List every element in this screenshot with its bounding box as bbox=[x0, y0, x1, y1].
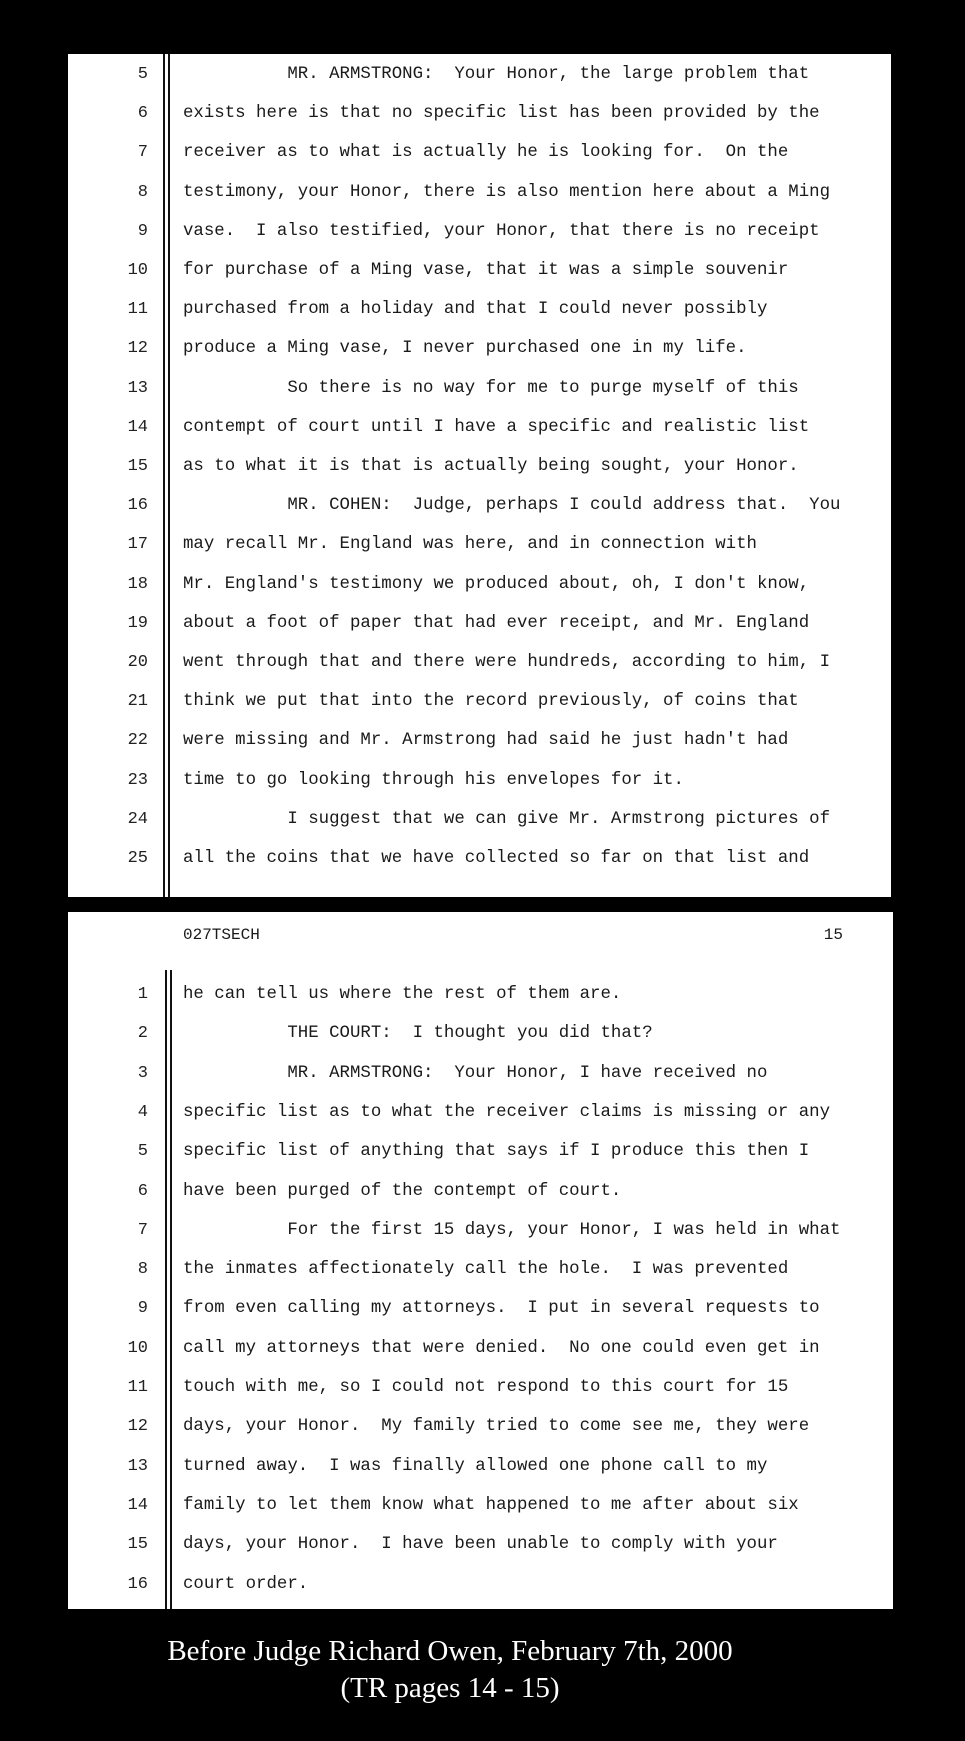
line-number: 2 bbox=[137, 1024, 148, 1044]
line-number: 22 bbox=[127, 731, 148, 751]
line-text: have been purged of the contempt of court. bbox=[183, 1181, 622, 1201]
line-text: purchased from a holiday and that I could never possibly bbox=[183, 300, 768, 320]
line-text: exists here is that no specific list has been provided by the bbox=[183, 104, 820, 124]
transcript-line bbox=[68, 609, 891, 639]
line-text: THE COURT: I thought you did that? bbox=[183, 1024, 653, 1044]
transcript-line bbox=[68, 1452, 893, 1482]
transcript-line bbox=[68, 334, 891, 364]
transcript-line bbox=[68, 1491, 893, 1521]
transcript-page-15 bbox=[68, 912, 893, 1609]
transcript-line bbox=[68, 1412, 893, 1442]
line-number: 13 bbox=[127, 1456, 148, 1476]
line-text: contempt of court until I have a specific and realistic list bbox=[183, 417, 810, 437]
line-number: 16 bbox=[127, 496, 148, 516]
line-text: testimony, your Honor, there is also mention here about a Ming bbox=[183, 182, 831, 202]
transcript-line bbox=[68, 1177, 893, 1207]
line-number: 10 bbox=[127, 1338, 148, 1358]
transcript-line bbox=[68, 256, 891, 286]
transcript-line bbox=[68, 413, 891, 443]
transcript-line bbox=[68, 1216, 893, 1246]
line-number: 8 bbox=[137, 1260, 148, 1280]
line-text: as to what it is that is actually being sought, your Honor. bbox=[183, 457, 799, 476]
line-number: 25 bbox=[127, 849, 148, 868]
line-text: he can tell us where the rest of them are. bbox=[183, 985, 622, 1004]
line-text: For the first 15 days, your Honor, I was held in what bbox=[183, 1220, 841, 1240]
line-number: 7 bbox=[137, 143, 148, 163]
line-text: all the coins that we have collected so far on that list and bbox=[183, 849, 810, 868]
line-text: the inmates affectionately call the hole. I was prevented bbox=[183, 1260, 789, 1280]
line-number: 9 bbox=[137, 1299, 148, 1319]
line-number: 12 bbox=[127, 339, 148, 359]
line-number: 21 bbox=[127, 692, 148, 712]
line-text: were missing and Mr. Armstrong had said he just hadn't had bbox=[183, 731, 789, 751]
line-number: 14 bbox=[127, 417, 148, 437]
line-number: 13 bbox=[127, 378, 148, 398]
transcript-line bbox=[68, 1137, 893, 1167]
line-text: time to go looking through his envelopes for it. bbox=[183, 770, 684, 790]
line-text: MR. ARMSTRONG: Your Honor, the large problem that bbox=[183, 65, 810, 84]
line-text: for purchase of a Ming vase, that it was a simple souvenir bbox=[183, 261, 789, 280]
line-text: Mr. England's testimony we produced about, oh, I don't know, bbox=[183, 574, 810, 594]
line-text: think we put that into the record previously, of coins that bbox=[183, 692, 799, 712]
transcript-line bbox=[68, 1530, 893, 1560]
line-number: 15 bbox=[127, 457, 148, 476]
line-text: about a foot of paper that had ever receipt, and Mr. England bbox=[183, 613, 810, 633]
transcript-line bbox=[68, 1570, 893, 1600]
transcript-line bbox=[68, 766, 891, 796]
caption bbox=[0, 1633, 900, 1707]
caption-title: Before Judge Richard Owen, February 7th, 2000 bbox=[167, 1635, 733, 1667]
line-text: produce a Ming vase, I never purchased one in my life. bbox=[183, 339, 747, 359]
line-number: 11 bbox=[127, 300, 148, 320]
line-number: 9 bbox=[137, 221, 148, 241]
line-text: receiver as to what is actually he is looking for. On the bbox=[183, 143, 789, 163]
caption-subtitle: (TR pages 14 - 15) bbox=[340, 1672, 560, 1704]
line-number: 1 bbox=[137, 985, 148, 1004]
line-number: 10 bbox=[127, 261, 148, 280]
transcript-line bbox=[68, 530, 891, 560]
transcript-line bbox=[68, 687, 891, 717]
case-id: 027TSECH bbox=[183, 926, 260, 944]
transcript-line bbox=[68, 1294, 893, 1324]
line-number: 4 bbox=[137, 1102, 148, 1122]
line-number: 5 bbox=[137, 65, 148, 84]
line-text: court order. bbox=[183, 1574, 309, 1594]
line-number: 5 bbox=[137, 1142, 148, 1162]
line-text: days, your Honor. My family tried to come see me, they were bbox=[183, 1417, 810, 1437]
line-text: vase. I also testified, your Honor, that there is no receipt bbox=[183, 221, 820, 241]
line-text: specific list of anything that says if I produce this then I bbox=[183, 1142, 810, 1162]
transcript-line bbox=[68, 1373, 893, 1403]
line-number: 6 bbox=[137, 104, 148, 124]
line-number: 14 bbox=[127, 1495, 148, 1515]
line-number: 17 bbox=[127, 535, 148, 555]
line-text: call my attorneys that were denied. No one could even get in bbox=[183, 1338, 820, 1358]
transcript-line bbox=[68, 648, 891, 678]
transcript-line bbox=[68, 805, 891, 835]
line-text: went through that and there were hundreds, according to him, I bbox=[183, 653, 831, 672]
transcript-line bbox=[68, 1019, 893, 1049]
transcript-line bbox=[68, 217, 891, 247]
line-number: 11 bbox=[127, 1378, 148, 1397]
line-number: 12 bbox=[127, 1417, 148, 1437]
transcript-line bbox=[68, 1059, 893, 1089]
transcript-line bbox=[68, 178, 891, 208]
line-number: 24 bbox=[127, 809, 148, 829]
line-number: 18 bbox=[127, 574, 148, 594]
transcript-line bbox=[68, 138, 891, 168]
line-text: family to let them know what happened to me after about six bbox=[183, 1495, 799, 1515]
transcript-line bbox=[68, 452, 891, 482]
line-number: 19 bbox=[127, 613, 148, 633]
line-number: 6 bbox=[137, 1181, 148, 1201]
line-number: 7 bbox=[137, 1220, 148, 1240]
line-text: specific list as to what the receiver claims is missing or any bbox=[183, 1102, 831, 1122]
page-number: 15 bbox=[823, 926, 843, 944]
line-number: 3 bbox=[137, 1063, 148, 1083]
line-number: 15 bbox=[127, 1535, 148, 1555]
transcript-line bbox=[68, 1098, 893, 1128]
transcript-line bbox=[68, 570, 891, 600]
line-text: touch with me, so I could not respond to this court for 15 bbox=[183, 1378, 789, 1397]
line-text: may recall Mr. England was here, and in connection with bbox=[183, 535, 757, 555]
line-text: days, your Honor. I have been unable to comply with your bbox=[183, 1535, 778, 1555]
transcript-page-14 bbox=[68, 54, 891, 897]
line-text: I suggest that we can give Mr. Armstrong pictures of bbox=[183, 809, 831, 829]
transcript-line bbox=[68, 726, 891, 756]
line-number: 8 bbox=[137, 182, 148, 202]
transcript-line bbox=[68, 980, 893, 1010]
line-number: 23 bbox=[127, 770, 148, 790]
line-text: MR. COHEN: Judge, perhaps I could address that. You bbox=[183, 496, 841, 516]
line-text: So there is no way for me to purge myself of this bbox=[183, 378, 799, 398]
transcript-line bbox=[68, 295, 891, 325]
transcript-line bbox=[68, 1255, 893, 1285]
line-text: turned away. I was finally allowed one phone call to my bbox=[183, 1456, 768, 1476]
transcript-line bbox=[68, 491, 891, 521]
page-header bbox=[183, 926, 843, 950]
transcript-line bbox=[68, 844, 891, 874]
line-number: 16 bbox=[127, 1574, 148, 1594]
line-text: from even calling my attorneys. I put in several requests to bbox=[183, 1299, 820, 1319]
transcript-line bbox=[68, 1334, 893, 1364]
line-text: MR. ARMSTRONG: Your Honor, I have received no bbox=[183, 1063, 768, 1083]
line-number: 20 bbox=[127, 653, 148, 672]
transcript-line bbox=[68, 99, 891, 129]
transcript-line bbox=[68, 374, 891, 404]
transcript-line bbox=[68, 60, 891, 90]
